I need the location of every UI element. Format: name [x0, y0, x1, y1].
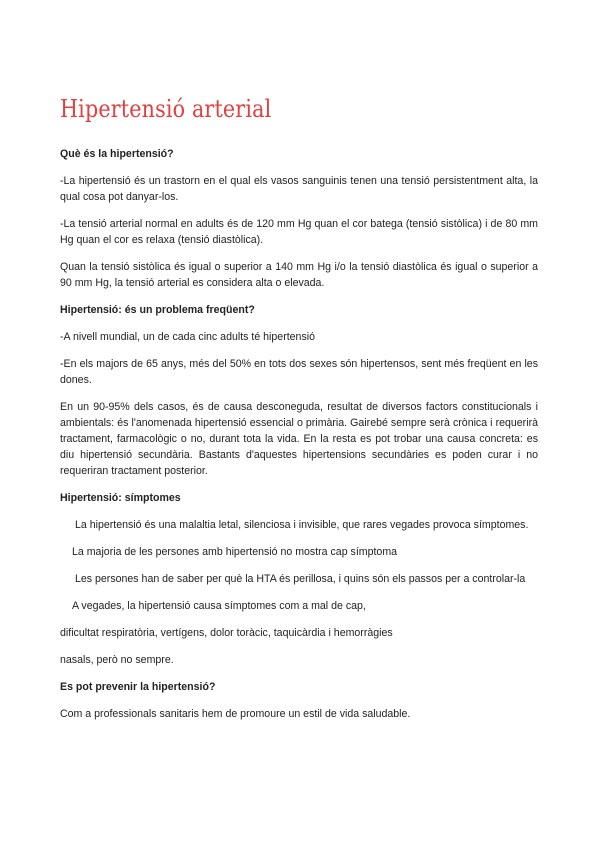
paragraph: En un 90-95% dels casos, és de causa desconeguda, resultat de diversos factors constitucionals i ambientals: és l'anomenada hipertensió essencial o primària. Gairebé sempre serà crònica i requerirà tractament, farmacològic o no, durant tota la vida. En la resta es pot trobar una causa concreta: es diu hipertensió secundària. Bastants d'aquestes hipertensions secundàries es poden curar i no requeriran tractament posterior.: [60, 401, 538, 477]
paragraph: A vegades, la hipertensió causa símptomes com a mal de cap,: [72, 600, 366, 612]
section-heading: Es pot prevenir la hipertensió?: [60, 681, 216, 693]
paragraph: -A nivell mundial, un de cada cinc adults té hipertensió: [60, 331, 315, 343]
section-what-is: [60, 146, 538, 291]
section-prevention: [60, 679, 538, 722]
section-heading: Hipertensió: símptomes: [60, 492, 181, 504]
document-title: Hipertensió arterial: [60, 95, 272, 123]
paragraph: -La tensió arterial normal en adults és de 120 mm Hg quan el cor batega (tensió sistòlica) i de 80 mm Hg quan el cor es relaxa (tensió diastòlica).: [60, 218, 538, 246]
section-symptoms: [60, 490, 538, 668]
document-body: [60, 146, 538, 733]
paragraph: -En els majors de 65 anys, més del 50% en tots dos sexes són hipertensos, sent més freqüent en les dones.: [60, 358, 538, 386]
paragraph: Quan la tensió sistòlica és igual o superior a 140 mm Hg i/o la tensió diastòlica és igual o superior a 90 mm Hg, la tensió arterial es considera alta o elevada.: [60, 261, 538, 289]
paragraph: Com a professionals sanitaris hem de promoure un estil de vida saludable.: [60, 708, 411, 720]
section-frequency: [60, 302, 538, 479]
paragraph: -La hipertensió és un trastorn en el qual els vasos sanguinis tenen una tensió persistentment alta, la qual cosa pot danyar-los.: [60, 175, 538, 203]
section-heading: Hipertensió: és un problema freqüent?: [60, 304, 255, 316]
paragraph: La majoria de les persones amb hipertensió no mostra cap símptoma: [72, 546, 398, 558]
paragraph: La hipertensió és una malaltia letal, silenciosa i invisible, que rares vegades provoca símptomes.: [75, 519, 529, 531]
paragraph: nasals, però no sempre.: [60, 654, 174, 666]
section-heading: Què és la hipertensió?: [60, 148, 174, 160]
paragraph: Les persones han de saber per què la HTA és perillosa, i quins són els passos per a controlar-la: [75, 573, 526, 585]
paragraph: dificultat respiratòria, vertígens, dolor toràcic, taquicàrdia i hemorràgies: [60, 627, 393, 639]
